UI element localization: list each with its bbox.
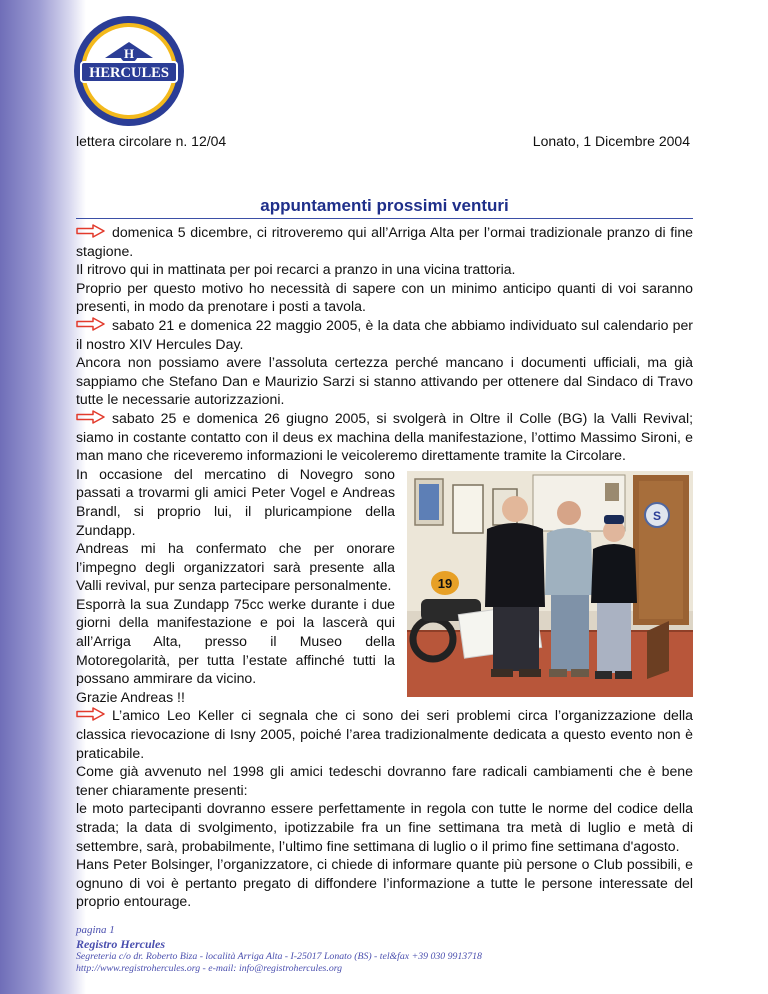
letter-body — [76, 223, 693, 911]
paragraph-1998: Come già avvenuto nel 1998 gli amici tedeschi dovranno fare radicali cambiamenti che è bene tener chiaramente presenti: — [76, 763, 693, 798]
paragraph-valli-revival: sabato 25 e domenica 26 giugno 2005, si svolgerà in Oltre il Colle (BG) la Valli Revival; siamo in costante contatto con il deus ex machina della manifestazione, l’ottimo Massimo Sironi, e man mano che riceveremo informazioni le veicoleremo direttamente tramite la Circolare. — [76, 409, 693, 464]
paragraph-bolsinger: Hans Peter Bolsinger, l’organizzatore, ci chiede di informare quante più persone o Club possibili, e ognuno di voi è pertanto pregato di diffondere l’informazione a tutte le persone interessate del proprio entourage. — [76, 856, 693, 910]
arrow-right-icon — [76, 410, 106, 424]
contact-address: Segreteria c/o dr. Roberto Biza - località Arriga Alta - I-25017 Lonato (BS) - tel&fax +39 030 9913718 — [76, 951, 482, 962]
svg-text:S: S — [652, 508, 662, 523]
paragraph-norme: le moto partecipanti dovranno essere perfettamente in regola con tutte le norme del codice della strada; la data di svolgimento, ipotizzabile fra un fine settimana tra metà di luglio e metà di settembre, sarà, probabilmente, l’ultimo fine settimana di luglio o il primo fine settimana d'agosto. — [76, 800, 693, 854]
paragraph-pranzo: domenica 5 dicembre, ci ritroveremo qui all’Arriga Alta per l’ormai tradizionale pranzo di fine stagione. — [76, 224, 693, 259]
paragraph-grazie: Grazie Andreas !! — [76, 688, 185, 705]
paragraph-novegro: In occasione del mercatino di Novegro sono passati a trovarmi gli amici Peter Vogel e Andreas Brandl, si proprio lui, il pluricampione della Zundapp. — [76, 465, 395, 538]
paragraph-hercules-day: sabato 21 e domenica 22 maggio 2005, è la data che abbiamo individuato sul calendario per il nostro XIV Hercules Day. — [76, 316, 693, 352]
paragraph-prenotazione: Proprio per questo motivo ho necessità di sapere con un minimo anticipo quanti di voi saranno presenti, in modo da prenotare i posti a tavola. — [76, 279, 693, 315]
arrow-right-icon — [76, 707, 106, 721]
paragraph-ritrovo: Il ritrovo qui in mattinata per poi recarci a pranzo in una vicina trattoria. — [76, 261, 516, 278]
contact-web: http://www.registrohercules.org - e-mail: info@registrohercules.org — [76, 963, 343, 974]
group-photo — [407, 471, 693, 697]
page-number: pagina 1 — [76, 924, 115, 936]
footer — [76, 924, 482, 975]
hercules-logo — [72, 14, 186, 128]
organization-name: Registro Hercules — [76, 937, 165, 951]
paragraph-zundapp: Esporrà la sua Zundapp 75cc werke durante i due giorni della manifestazione e poi la lascerà qui all’Arriga Alta, presso il Museo della Motoregolarità, per tutta l’estate affinché tutti la possano ammirare da vicino. — [76, 595, 395, 687]
arrow-right-icon — [76, 224, 106, 238]
section-title: appuntamenti prossimi venturi — [260, 196, 509, 215]
decorative-side-band — [0, 0, 86, 994]
arrow-right-icon — [76, 317, 106, 331]
paragraph-autorizzazioni: Ancora non possiamo avere l’assoluta certezza perché mancano i documenti ufficiali, ma già sappiamo che Stefano Dan e Maurizio Sarzi si stanno attivando per ottenere dal Sindaco di Travo tutte le necessarie autorizzazioni. — [76, 354, 693, 408]
logo-text: HERCULES — [89, 65, 169, 81]
bike-race-number: 19 — [437, 575, 453, 591]
circular-number: lettera circolare n. 12/04 — [76, 133, 227, 149]
paragraph-andreas: Andreas mi ha confermato che per onorare l’impegno degli organizzatori sarà presente alla Valli revival, pur senza partecipare personalmente. — [76, 540, 395, 594]
paragraph-isny: L’amico Leo Keller ci segnala che ci sono dei seri problemi circa l’organizzazione della classica rievocazione di Isny 2005, poiché l’area tradizionalmente dedicata a questo evento non è praticabile. — [76, 707, 693, 761]
title-divider — [76, 218, 693, 219]
place-date: Lonato, 1 Dicembre 2004 — [532, 133, 690, 149]
svg-text:H: H — [123, 46, 135, 61]
